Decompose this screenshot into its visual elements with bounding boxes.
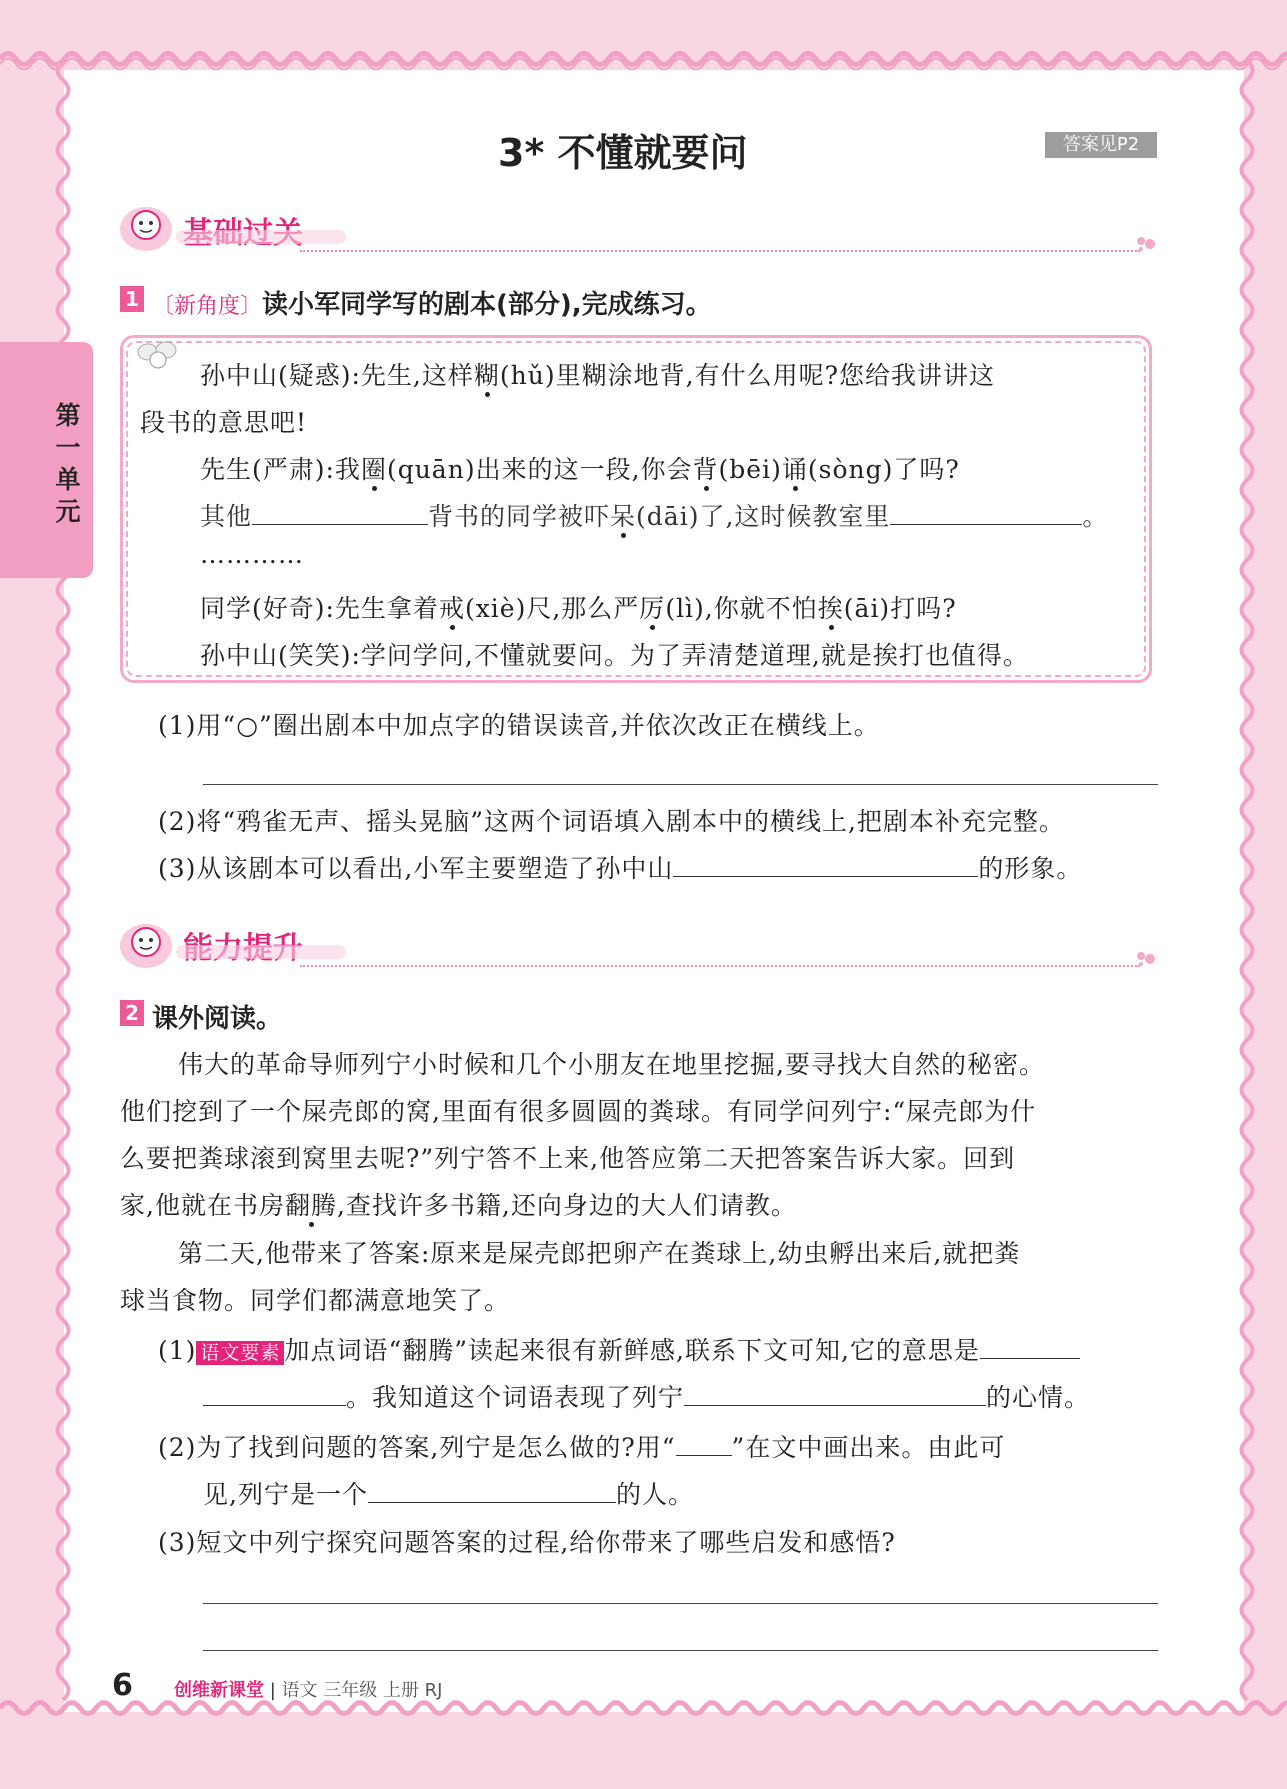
question-2-prompt: 课外阅读。 [152, 1004, 283, 1034]
script-line-2: 段书的意思吧! [140, 408, 308, 437]
footer-info: 创维新课堂 | 语文 三年级 上册 RJ [174, 1680, 443, 1701]
answer-line-2[interactable] [203, 1603, 1158, 1604]
script-line-3: 先生(严肃):我圈(quān)出来的这一段,你会背(bēi)诵(sòng)了吗? [200, 455, 960, 484]
new-angle-tag: 〔新角度〕 [152, 294, 263, 319]
left-wave-border [52, 60, 74, 1710]
right-wave-border [1236, 60, 1258, 1710]
answer-line-3[interactable] [203, 1650, 1158, 1651]
section-divider-2 [300, 965, 1140, 967]
unit-label: 第 一 单 元 [55, 401, 81, 526]
script-line-6: 同学(好奇):先生拿着戒(xiè)尺,那么严厉(lì),你就不怕挨(āi)打吗? [200, 594, 957, 623]
passage-line-4: 家,他就在书房翻腾,查找许多书籍,还向身边的大人们请教。 [120, 1191, 797, 1220]
blank-7[interactable] [368, 1480, 616, 1503]
dots-decoration-icon-2 [1135, 950, 1159, 966]
section-title-highlight [176, 230, 346, 244]
q1-sub-2: (2)将“鸦雀无声、摇头晃脑”这两个词语填入剧本中的横线上,把剧本补充完整。 [158, 807, 1065, 836]
q2-sub-3: (3)短文中列宁探究问题答案的过程,给你带来了哪些启发和感悟? [158, 1528, 896, 1557]
q2-sub-2: (2)为了找到问题的答案,列宁是怎么做的?用“ ”在文中画出来。由此可 [158, 1433, 1006, 1462]
language-element-tag: 语文要素 [196, 1341, 284, 1365]
script-ellipsis: ………… [200, 540, 304, 569]
blank-6[interactable] [684, 1383, 986, 1406]
question-number-1: 1 [120, 286, 144, 312]
page-number: 6 [112, 1668, 133, 1703]
q2-sub-2-cont: 见,列宁是一个 的人。 [203, 1480, 694, 1509]
underline-sample [676, 1433, 732, 1456]
passage-line-3: 么要把粪球滚到窝里去呢?”列宁答不上来,他答应第二天把答案告诉大家。回到 [120, 1144, 1016, 1173]
blank-5[interactable] [203, 1383, 346, 1406]
q2-sub-1-cont: 。我知道这个词语表现了列宁 的心情。 [203, 1378, 1090, 1414]
q1-sub-3: (3)从该剧本可以看出,小军主要塑造了孙中山 的形象。 [158, 854, 1083, 883]
script-line-4: 其他 背书的同学被吓呆(dāi)了,这时候教室里 。 [200, 502, 1109, 531]
blank-4[interactable] [980, 1336, 1080, 1359]
top-wave-border [0, 48, 1287, 70]
answer-reference-badge: 答案见P2 [1045, 132, 1157, 158]
q1-sub-1: (1)用“○”圈出剧本中加点字的错误读音,并依次改正在横线上。 [158, 711, 880, 740]
mascot-icon [118, 203, 174, 253]
bottom-wave-border [0, 1700, 1287, 1722]
section-title-highlight-2 [176, 945, 346, 959]
script-line-7: 孙中山(笑笑):学问学问,不懂就要问。为了弄清楚道理,就是挨打也值得。 [200, 641, 1029, 670]
page-title: 3* 不懂就要问 [498, 131, 748, 175]
section-divider [300, 250, 1140, 252]
script-line-1: 孙中山(疑惑):先生,这样糊(hǔ)里糊涂地背,有什么用呢?您给我讲讲这 [200, 361, 995, 390]
blank-2[interactable] [890, 502, 1082, 525]
question-number-2: 2 [120, 1000, 144, 1026]
q2-sub-1: (1) 语文要素 加点词语“翻腾”读起来很有新鲜感,联系下文可知,它的意思是 [158, 1331, 1080, 1367]
question-1-prompt: 〔新角度〕读小军同学写的剧本(部分),完成练习。 [152, 290, 712, 320]
passage-line-5: 第二天,他带来了答案:原来是屎壳郎把卵产在粪球上,幼虫孵出来后,就把粪 [178, 1239, 1021, 1268]
dots-decoration-icon [1135, 235, 1159, 251]
bee-mascot-icon [130, 338, 186, 374]
answer-line-1[interactable] [203, 784, 1158, 785]
blank-1[interactable] [252, 502, 428, 525]
passage-line-1: 伟大的革命导师列宁小时候和几个小朋友在地里挖掘,要寻找大自然的秘密。 [178, 1050, 1045, 1079]
passage-line-2: 他们挖到了一个屎壳郎的窝,里面有很多圆圆的粪球。有同学问列宁:“屎壳郎为什 [120, 1097, 1037, 1126]
blank-3[interactable] [673, 854, 978, 877]
mascot-icon-2 [118, 920, 174, 970]
passage-line-6: 球当食物。同学们都满意地笑了。 [120, 1286, 511, 1315]
